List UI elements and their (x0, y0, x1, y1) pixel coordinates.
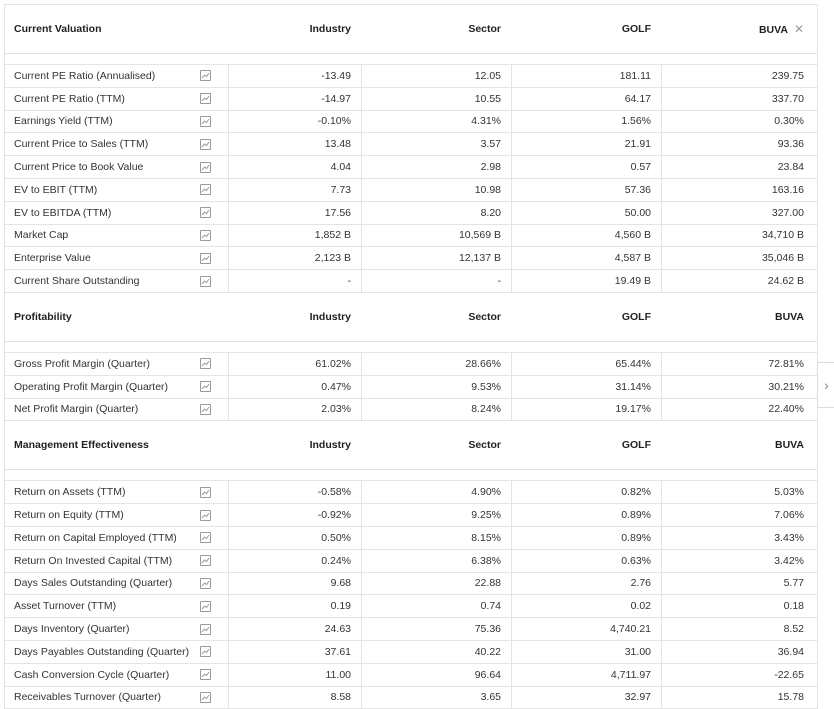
section-header (5, 5, 817, 54)
table-row (5, 573, 817, 596)
close-icon[interactable]: ✕ (793, 22, 804, 36)
chart-button[interactable] (200, 532, 228, 543)
comparison-panel (4, 4, 818, 709)
value-cell: 0.47% (228, 376, 361, 398)
table-row (5, 641, 817, 664)
column-header-label: Sector (468, 23, 501, 35)
value-cell: 10.98 (361, 179, 511, 201)
chart-button[interactable] (200, 555, 228, 566)
value-cell: 24.63 (228, 618, 361, 640)
chart-button[interactable] (200, 230, 228, 241)
column-header (228, 23, 361, 35)
table-row (5, 247, 817, 270)
value-cell: 0.89% (511, 504, 661, 526)
table-row (5, 156, 817, 179)
value-cell: -22.65 (661, 664, 814, 686)
metric-name: Days Payables Outstanding (Quarter) (14, 645, 190, 658)
metric-name: Current Price to Book Value (14, 161, 144, 174)
value-cell: 61.02% (228, 353, 361, 375)
chart-button[interactable] (200, 692, 228, 703)
value-cell: 23.84 (661, 156, 814, 178)
metric-name: Current PE Ratio (TTM) (14, 92, 125, 105)
value-cell: -0.58% (228, 481, 361, 503)
column-header-label: Sector (468, 439, 501, 452)
line-chart-icon (200, 230, 211, 241)
chart-button[interactable] (200, 624, 228, 635)
value-cell: 8.20 (361, 202, 511, 224)
table-row (5, 595, 817, 618)
value-cell: 9.25% (361, 504, 511, 526)
column-header (361, 311, 511, 323)
line-chart-icon (200, 487, 211, 498)
line-chart-icon (200, 162, 211, 173)
metric-name: Days Sales Outstanding (Quarter) (14, 577, 173, 590)
value-cell: 2.76 (511, 573, 661, 595)
value-cell: 11.00 (228, 664, 361, 686)
metric-name: Cash Conversion Cycle (Quarter) (14, 668, 170, 681)
chart-button[interactable] (200, 578, 228, 589)
table-row (5, 527, 817, 550)
value-cell: 0.89% (511, 527, 661, 549)
line-chart-icon (200, 139, 211, 150)
chart-button[interactable] (200, 381, 228, 392)
chart-button[interactable] (200, 487, 228, 498)
column-header (361, 439, 511, 451)
value-cell: 35,046 B (661, 247, 814, 269)
value-cell: 4,711.97 (511, 664, 661, 686)
line-chart-icon (200, 624, 211, 635)
value-cell: 36.94 (661, 641, 814, 663)
value-cell: 37.61 (228, 641, 361, 663)
column-header-label: Sector (468, 310, 501, 323)
metric-name: Receivables Turnover (Quarter) (14, 691, 162, 704)
chart-button[interactable] (200, 646, 228, 657)
value-cell: 0.02 (511, 595, 661, 617)
section-spacer (5, 54, 817, 65)
value-cell: 0.74 (361, 595, 511, 617)
value-cell: 239.75 (661, 65, 814, 87)
table-row (5, 133, 817, 156)
table-row (5, 399, 817, 422)
next-panel-button[interactable] (817, 362, 834, 408)
value-cell: 9.53% (361, 376, 511, 398)
value-cell: 9.68 (228, 573, 361, 595)
value-cell: 327.00 (661, 202, 814, 224)
value-cell: 24.62 B (661, 270, 814, 292)
value-cell: 10.55 (361, 88, 511, 110)
value-cell: 7.73 (228, 179, 361, 201)
metric-name: Asset Turnover (TTM) (14, 600, 117, 613)
column-header-label: GOLF (621, 310, 651, 323)
value-cell: 0.57 (511, 156, 661, 178)
line-chart-icon (200, 601, 211, 612)
value-cell: 163.16 (661, 179, 814, 201)
value-cell: 64.17 (511, 88, 661, 110)
chart-button[interactable] (200, 510, 228, 521)
column-header (661, 22, 814, 36)
chart-button[interactable] (200, 207, 228, 218)
line-chart-icon (200, 116, 211, 127)
value-cell: 40.22 (361, 641, 511, 663)
value-cell: 181.11 (511, 65, 661, 87)
line-chart-icon (200, 93, 211, 104)
value-cell: 7.06% (661, 504, 814, 526)
table-row (5, 88, 817, 111)
value-cell: 57.36 (511, 179, 661, 201)
value-cell: 31.14% (511, 376, 661, 398)
value-cell: 96.64 (361, 664, 511, 686)
value-cell: 0.82% (511, 481, 661, 503)
value-cell: 3.57 (361, 133, 511, 155)
value-cell: 2.03% (228, 399, 361, 421)
table-row (5, 202, 817, 225)
section-title: Profitability (14, 310, 72, 323)
table-row (5, 225, 817, 248)
section-spacer (5, 470, 817, 481)
value-cell: 12.05 (361, 65, 511, 87)
value-cell: 2,123 B (228, 247, 361, 269)
value-cell: 12,137 B (361, 247, 511, 269)
value-cell: 21.91 (511, 133, 661, 155)
metric-name: Gross Profit Margin (Quarter) (14, 357, 150, 370)
metric-name: EV to EBIT (TTM) (14, 183, 98, 196)
column-header (511, 23, 661, 35)
metric-name: Market Cap (14, 229, 69, 242)
line-chart-icon (200, 404, 211, 415)
value-cell: 31.00 (511, 641, 661, 663)
value-cell: 72.81% (661, 353, 814, 375)
value-cell: 4.04 (228, 156, 361, 178)
column-header (228, 311, 361, 323)
line-chart-icon (200, 381, 211, 392)
metric-name: EV to EBITDA (TTM) (14, 206, 112, 219)
column-header-label: GOLF (621, 439, 651, 452)
chart-button[interactable] (200, 601, 228, 612)
line-chart-icon (200, 184, 211, 195)
section-title: Current Valuation (14, 23, 102, 35)
value-cell: 30.21% (661, 376, 814, 398)
table-row (5, 504, 817, 527)
metric-name: Return on Assets (TTM) (14, 486, 126, 499)
value-cell: 1,852 B (228, 225, 361, 247)
line-chart-icon (200, 532, 211, 543)
column-header-label: Industry (309, 310, 351, 323)
chart-button[interactable] (200, 70, 228, 81)
column-header-label: GOLF (621, 23, 651, 35)
table-row (5, 618, 817, 641)
line-chart-icon (200, 578, 211, 589)
value-cell: 22.40% (661, 399, 814, 421)
metric-name: Days Inventory (Quarter) (14, 623, 130, 636)
value-cell: 0.63% (511, 550, 661, 572)
chart-button[interactable] (200, 404, 228, 415)
value-cell: 4.31% (361, 111, 511, 133)
value-cell: -13.49 (228, 65, 361, 87)
column-header (511, 439, 661, 451)
metric-name: Current Share Outstanding (14, 275, 140, 288)
value-cell: 13.48 (228, 133, 361, 155)
value-cell: -0.10% (228, 111, 361, 133)
column-header-label: Industry (309, 23, 351, 35)
column-header (661, 439, 814, 451)
line-chart-icon (200, 646, 211, 657)
value-cell: 4,587 B (511, 247, 661, 269)
table-row (5, 111, 817, 134)
section-spacer (5, 342, 817, 353)
value-cell: 8.24% (361, 399, 511, 421)
value-cell: 17.56 (228, 202, 361, 224)
column-header-label: Industry (309, 439, 351, 452)
value-cell: 3.42% (661, 550, 814, 572)
value-cell: 28.66% (361, 353, 511, 375)
line-chart-icon (200, 669, 211, 680)
column-header-label: BUVA (775, 310, 804, 323)
column-header (661, 311, 814, 323)
table-row (5, 376, 817, 399)
value-cell: -14.97 (228, 88, 361, 110)
value-cell: 8.52 (661, 618, 814, 640)
value-cell: 19.17% (511, 399, 661, 421)
table-row (5, 481, 817, 504)
metric-name: Earnings Yield (TTM) (14, 115, 113, 128)
value-cell: 93.36 (661, 133, 814, 155)
value-cell: 34,710 B (661, 225, 814, 247)
line-chart-icon (200, 358, 211, 369)
metric-name: Return on Equity (TTM) (14, 509, 124, 522)
value-cell: - (228, 270, 361, 292)
chart-button[interactable] (200, 358, 228, 369)
value-cell: 10,569 B (361, 225, 511, 247)
section-header (5, 293, 817, 342)
value-cell: 3.65 (361, 687, 511, 709)
chevron-right-icon: › (824, 377, 829, 393)
value-cell: 0.50% (228, 527, 361, 549)
section-2 (5, 421, 817, 709)
value-cell: 0.19 (228, 595, 361, 617)
line-chart-icon (200, 70, 211, 81)
value-cell: 22.88 (361, 573, 511, 595)
table-row (5, 687, 817, 709)
column-header (228, 439, 361, 451)
chart-button[interactable] (200, 93, 228, 104)
metric-name: Return On Invested Capital (TTM) (14, 554, 173, 567)
metric-name: Current Price to Sales (TTM) (14, 138, 149, 151)
line-chart-icon (200, 276, 211, 287)
value-cell: 337.70 (661, 88, 814, 110)
table-row (5, 550, 817, 573)
line-chart-icon (200, 692, 211, 703)
value-cell: 0.18 (661, 595, 814, 617)
line-chart-icon (200, 253, 211, 264)
table-row (5, 65, 817, 88)
table-row (5, 270, 817, 293)
value-cell: 50.00 (511, 202, 661, 224)
metric-name: Return on Capital Employed (TTM) (14, 531, 177, 544)
metric-name: Enterprise Value (14, 252, 91, 265)
column-header-label: BUVA (758, 24, 788, 36)
table-row (5, 664, 817, 687)
chart-button[interactable] (200, 276, 228, 287)
column-header (511, 311, 661, 323)
value-cell: 15.78 (661, 687, 814, 709)
table-row (5, 353, 817, 376)
metric-name: Operating Profit Margin (Quarter) (14, 380, 169, 393)
value-cell: 4,740.21 (511, 618, 661, 640)
value-cell: 4.90% (361, 481, 511, 503)
value-cell: 2.98 (361, 156, 511, 178)
value-cell: 6.38% (361, 550, 511, 572)
value-cell: 32.97 (511, 687, 661, 709)
section-header (5, 421, 817, 470)
chart-button[interactable] (200, 253, 228, 264)
chart-button[interactable] (200, 669, 228, 680)
value-cell: 8.15% (361, 527, 511, 549)
line-chart-icon (200, 555, 211, 566)
value-cell: 19.49 B (511, 270, 661, 292)
column-header (361, 23, 511, 35)
value-cell: 75.36 (361, 618, 511, 640)
section-0 (5, 5, 817, 293)
value-cell: 0.24% (228, 550, 361, 572)
chart-button[interactable] (200, 139, 228, 150)
chart-button[interactable] (200, 116, 228, 127)
column-header-label: BUVA (775, 439, 804, 452)
section-1 (5, 293, 817, 421)
chart-button[interactable] (200, 162, 228, 173)
metric-name: Current PE Ratio (Annualised) (14, 69, 156, 82)
section-title: Management Effectiveness (14, 439, 149, 452)
value-cell: -0.92% (228, 504, 361, 526)
table-row (5, 179, 817, 202)
value-cell: 65.44% (511, 353, 661, 375)
line-chart-icon (200, 510, 211, 521)
value-cell: 3.43% (661, 527, 814, 549)
value-cell: - (361, 270, 511, 292)
metric-name: Net Profit Margin (Quarter) (14, 403, 139, 416)
value-cell: 4,560 B (511, 225, 661, 247)
chart-button[interactable] (200, 184, 228, 195)
value-cell: 8.58 (228, 687, 361, 709)
value-cell: 0.30% (661, 111, 814, 133)
value-cell: 5.03% (661, 481, 814, 503)
value-cell: 5.77 (661, 573, 814, 595)
line-chart-icon (200, 207, 211, 218)
value-cell: 1.56% (511, 111, 661, 133)
